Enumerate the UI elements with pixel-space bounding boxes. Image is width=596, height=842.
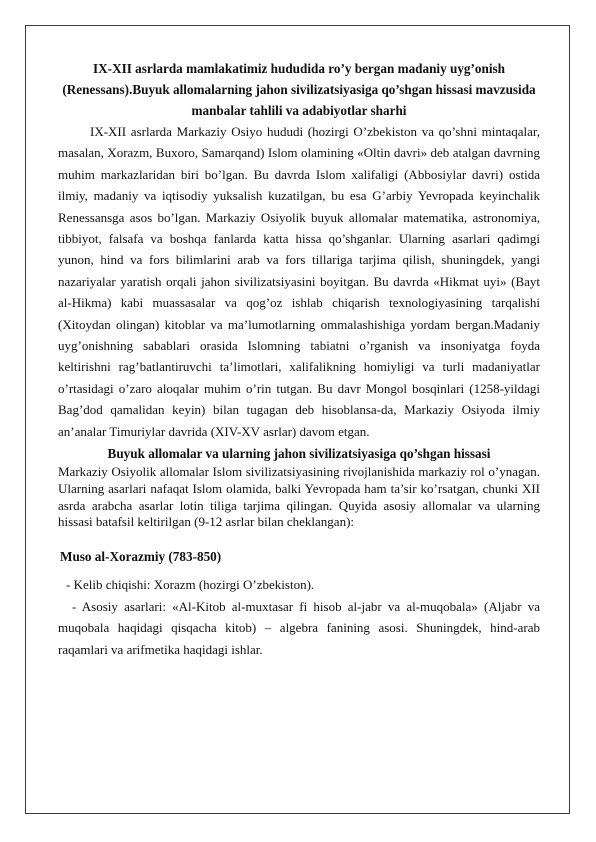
scholar-works: - Asosiy asarlari: «Al-Kitob al-muxtasar fi hisob al-jabr va al-muqobala» (Aljabr va muqobala haqidagi qisqacha kitob) – algebra fanining asosi. Shuningdek, hind-arab raqamlari va arifmetika haqidagi ishlar. [58,598,540,657]
document-title: IX-XII asrlarda mamlakatimiz hududida ro’y bergan madaniy uyg’onish (Renessans).Buyuk allomalarning jahon sivilizatsiyasiga qo’shgan hissasi mavzusida manbalar tahlili va adabiyotlar sharhi [62,61,536,118]
scholar-origin: - Kelib chiqishi: Xorazm (hozirgi O’zbekiston). [66,577,315,593]
section-heading: Buyuk allomalar va ularning jahon sivilizatsiyasiga qo’shgan hissasi [107,446,491,462]
scholar-name: Muso al-Xorazmiy (783-850) [60,549,222,565]
intro-paragraph: IX-XII asrlarda Markaziy Osiyo hududi (hozirgi O’zbekiston va qo’shni mintaqalar, masalan, Xorazm, Buxoro, Samarqand) Islom olamining «Oltin davri» deb atalgan davrning muhim markazlaridan biri bo’lgan. Bu davrda Islom xalifaligi (Abbosiylar davri) ostida ilmiy, madaniy va iqtisodiy yuksalish kuzatilgan, bu esa G’arbiy Yevropada keyinchalik Renessansga asos bo’lgan. Markaziy Osiyolik buyuk allomalar matematika, astronomiya, tibbiyot, falsafa va boshqa fanlarda katta hissa qo’shganlar. Ularning asarlari qadimgi yunon, hind va fors bilimlarini arab va fors tillariga tarjima qilish, shuningdek, yangi nazariyalar yaratish orqali jahon sivilizatsiyasini boyitgan. Bu davrda «Hikmat uyi» (Bayt al-Hikma) kabi muassasalar va qog’oz ishlab chiqarish texnologiyasining tarqalishi (Xitoydan olingan) kitoblar va ma’lumotlarning ommalashishiga yordam bergan.Madaniy uyg’onishning sabablari orasida Islomning tabiatni o’rganish va insoniyatga foyda keltirishni rag’batlantiruvchi ta’limotlari, xalifalikning homiyligi va turli madaniyatlar o’rtasidagi o’zaro aloqalar muhim o’rin tutgan. Bu davr Mongol bosqinlari (1258-yildagi Bag’dod qamalidan keyin) bilan tugagan deb hisoblansa-da, Markaziy Osiyoda ilmiy an’analar Timuriylar davrida (XIV-XV asrlar) davom etgan. [58,124,540,439]
section-paragraph: Markaziy Osiyolik allomalar Islom sivilizatsiyasining rivojlanishida markaziy rol o’ynagan. Ularning asarlari nafaqat Islom olamida, balki Yevropada ham ta’sir ko’rsatgan, chunki XII asrda arabcha asarlar lotin tiliga tarjima qilingan. Quyida asosiy allomalar va ularning hissasi batafsil keltirilgan (9-12 asrlar bilan cheklangan): [58,464,540,530]
document-body [58,58,540,660]
